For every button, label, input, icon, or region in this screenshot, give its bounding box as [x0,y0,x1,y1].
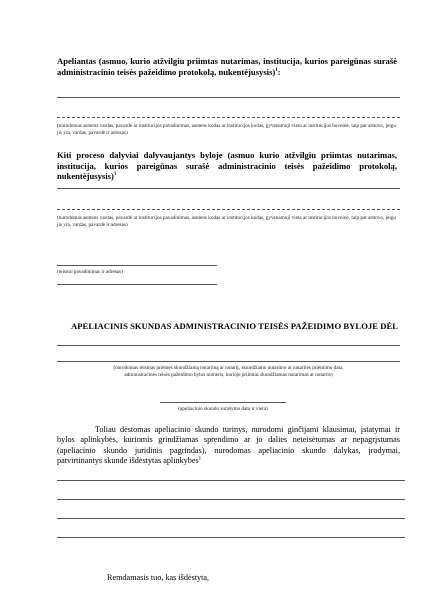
participants-fill-line[interactable] [57,188,400,189]
date-place-hint: (apeliacinio skundo surašymo data ir vieta) [178,406,268,412]
participants-fill-line-2[interactable] [57,209,400,210]
body-footnote-ref: 1 [198,456,202,462]
appellant-heading [57,56,397,77]
appellant-heading-text: Apeliantas (asmuo, kurio atžvilgiu priimtas nutarimas, institucija, kurios pareigūnas surašė administracinio teisės pažeidimo protokolą, nukentėjusysis) [57,56,397,77]
appellant-fill-line-2[interactable] [57,117,400,118]
appellant-fill-line[interactable] [57,97,400,98]
participants-heading [57,150,397,182]
body-paragraph-text: Toliau dėstomas apeliacinio skundo turinys, nurodomi ginčijami klausimai, įstatymai ir bylos aplinkybės, kuriomis grindžiamas sprendimo ar jo dalies neteisėtumas ar nepagrįstumas (apeliacinio skundo juridinis pagrindas), nurodomas apeliacinio skundo dalykas, įrodymai, patvirtinantys skunde išdėstytas aplinkybes [57,425,400,466]
appellant-heading-suffix: : [277,66,281,77]
participants-hint: (nurodomas asmens vardas, pavardė ar institucijos pavadinimas, asmens kodas ar institucijos kodas, gyvenamoji vieta ar institucijos buveinė, taip pat atstovo, jeigu jis yra, vardas, pavardė ir adresas) [57,215,396,228]
resolution-fill-line-2[interactable] [57,361,400,362]
resolution-fill-line-1[interactable] [57,345,400,346]
court-fill-line[interactable] [57,265,217,266]
date-place-fill-line[interactable] [160,402,286,403]
body-fill-line-4[interactable] [57,537,405,538]
appellant-hint: (nurodomas asmens vardas, pavardė ar institucijos pavadinimas, asmens kodas ar institucijos kodas, gyvenamoji vieta ar institucijos buveinė, taip pat atstovo, jeigu jis yra, vardas, pavardė ir adresas) [57,123,396,136]
participants-footnote-ref: 1 [113,172,117,178]
body-paragraph [57,425,400,467]
court-fill-line-2[interactable] [57,284,217,285]
resolution-hint-2: administracinės teisės pažeidimo bylos numeris, kurioje priimtas skundžiamas nutarimas ar nutartis) [124,372,333,378]
document-title: APELIACINIS SKUNDAS ADMINISTRACINIO TEISĖS PAŽEIDIMO BYLOJE DĖL [71,321,399,331]
appellant-footnote-ref: 1 [275,67,278,73]
body-fill-line-2[interactable] [57,499,405,500]
body-fill-line-3[interactable] [57,518,405,519]
resolution-hint-1: (nurodomas teismas priėmęs skundžiamą nutarimą ar nutartį, skundžiamo nutarimo ar nutarties priėmimo data, [113,365,344,371]
court-hint: (teismo pavadinimas ir adresas) [57,269,123,275]
participants-heading-text: Kiti proceso dalyviai dalyvaujantys byloje (asmuo kurio atžvilgiu priimtas nutarimas, institucija, kurios pareigūnas surašė administracinio teisės pažeidimo protokolą, nukentėjusysis) [57,150,397,182]
closing-text: Remdamasis tuo, kas išdėstyta, [107,573,210,582]
body-fill-line-1[interactable] [57,480,405,481]
